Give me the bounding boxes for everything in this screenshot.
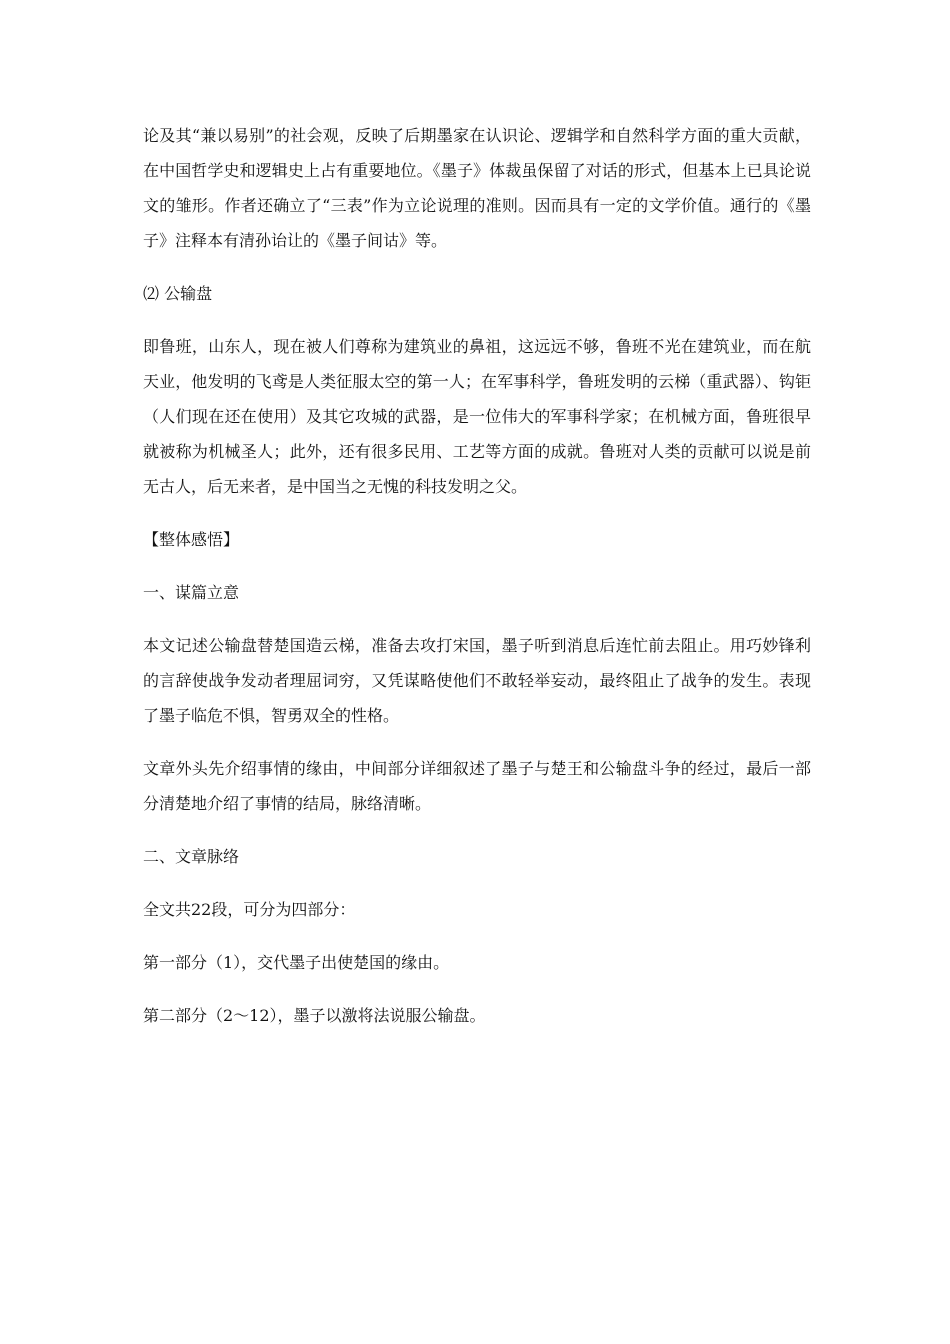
- paragraph-luban: 即鲁班，山东人，现在被人们尊称为建筑业的鼻祖，这远远不够，鲁班不光在建筑业，而在航天业，他发明的飞鸢是人类征服太空的第一人；在军事科学，鲁班发明的云梯（重武器）、钩钜（人们现在还在使用）及其它攻城的武器，是一位伟大的军事科学家；在机械方面，鲁班很早就被称为机械圣人；此外，还有很多民用、工艺等方面的成就。鲁班对人类的贡献可以说是前无古人，后无来者，是中国当之无愧的科技发明之父。: [143, 337, 811, 496]
- heading-gongshupan: ⑵ 公输盘: [143, 284, 213, 303]
- heading-article-structure: 二、文章脉络: [143, 847, 240, 866]
- heading-overall-understanding: 【整体感悟】: [143, 530, 240, 549]
- paragraph-structure-note: 文章外头先介绍事情的缘由，中间部分详细叙述了墨子与楚王和公输盘斗争的经过，最后一部分清楚地介绍了事情的结局，脉络清晰。: [143, 759, 811, 813]
- paragraph-section-count: 全文共22段，可分为四部分：: [143, 900, 356, 919]
- paragraph-part-two: 第二部分（2～12），墨子以激将法说服公输盘。: [143, 1006, 486, 1025]
- document-page: [143, 118, 811, 1033]
- paragraph-summary: 本文记述公输盘替楚国造云梯，准备去攻打宋国，墨子听到消息后连忙前去阻止。用巧妙锋利的言辞使战争发动者理屈词穷，又凭谋略使他们不敢轻举妄动，最终阻止了战争的发生。表现了墨子临危不惧，智勇双全的性格。: [143, 636, 811, 725]
- paragraph-mozi-contribution: 论及其“兼以易别”的社会观，反映了后期墨家在认识论、逻辑学和自然科学方面的重大贡献，在中国哲学史和逻辑史上占有重要地位。《墨子》体裁虽保留了对话的形式，但基本上已具论说文的雏形。作者还确立了“三表”作为立论说理的准则。因而具有一定的文学价值。通行的《墨子》注释本有清孙诒让的《墨子间诂》等。: [143, 126, 811, 250]
- heading-main-idea: 一、谋篇立意: [143, 583, 240, 602]
- paragraph-part-one: 第一部分（1），交代墨子出使楚国的缘由。: [143, 953, 450, 972]
